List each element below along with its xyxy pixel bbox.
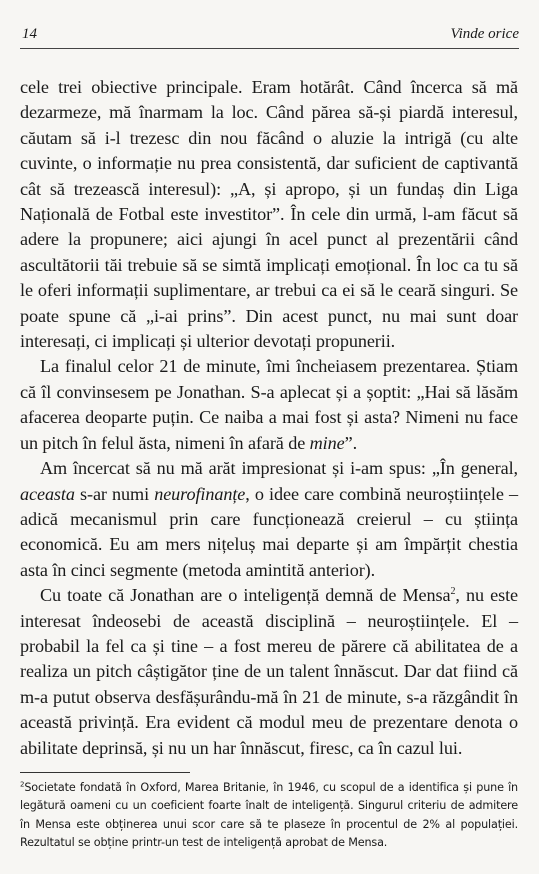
running-title: Vinde orice: [450, 26, 519, 42]
italic-neurofinante: neurofinanțe: [154, 483, 246, 504]
italic-aceasta: aceasta: [20, 483, 75, 504]
paragraph-2-text: La finalul celor 21 de minute, îmi încheiasem prezentarea. Știam că îl convinsesem pe Jonathan. S-a aplecat și a șoptit: „Hai să lăsăm afacerea deoparte puțin. Ce naiba a mai fost și asta? Nimeni nu face un pitch în felul ăsta, nimeni în afară de: [20, 356, 518, 453]
footnote-divider: [20, 772, 190, 773]
body-text: [20, 75, 518, 761]
paragraph-3: [20, 456, 518, 583]
paragraph-2-end: ”.: [344, 432, 358, 453]
page-number: 14: [22, 26, 37, 42]
page-header: [20, 22, 519, 49]
footnote-reference[interactable]: 2: [450, 586, 456, 598]
paragraph-1: [20, 75, 518, 354]
footnote-text: Societate fondată în Oxford, Marea Britanie, în 1946, cu scopul de a identifica și pune în legătură oameni cu un coeficient foarte înalt de inteligență. Singurul criteriu de admitere în Mensa este obținerea unui scor care să te plaseze în procentul de 2% al populației. Rezultatul se obține printr-un test de inteligență aprobat de Mensa.: [20, 781, 518, 849]
paragraph-3-middle: s-ar numi: [74, 483, 155, 504]
paragraph-3-end: , o idee care combină neuroștiințele – adică mecanismul prin care funcționează creierul – cu știința economică. Eu am mers nițeluș mai departe și am împărțit chestia asta în cinci segmente (metoda amintită anterior).: [20, 483, 518, 580]
paragraph-3-start: Am încercat să nu mă arăt impresionat și i-am spus: „În general,: [40, 458, 518, 479]
footnote: [20, 779, 518, 852]
paragraph-4: [20, 583, 518, 761]
paragraph-4-end: , nu este interesat îndeosebi de această disciplină – neuroștiințele. El – probabil la fel ca și tine – a fost mereu de părere că abilitatea de a realiza un pitch câștigător ține de un talent înnăscut. Dar dat fiind că m-a putut observa desfășurându-mă în 21 de minute, s-a răzgândit în această privință. Era evident că modul meu de prezentare denota o abilitate deprinsă, și nu un har înnăscut, firesc, ca în cazul lui.: [20, 585, 518, 758]
italic-mine: mine: [309, 432, 345, 453]
paragraph-1-text: cele trei obiective principale. Eram hotărât. Când încerca să mă dezarmeze, mă înarmam la loc. Când părea să-și piardă interesul, căutam să i-l trezesc din nou făcând o aluzie la intrigă (cu alte cuvinte, o informație nu prea consistentă, dar suficient de captivantă cât să trezească interesul): „A, și apropo, și un fundaș din Liga Națională de Fotbal este investitor”. În cele din urmă, l-am făcut să adere la propunere; aici ajungi în acel punct al prezentării când ascultătorii tăi trebuie să se simtă implicați emoțional. În loc ca tu să le oferi informații suplimentare, ar trebui ca ei să le ceară singuri. Se poate spune că „i-ai prins”. Din acest punct, nu mai sunt doar interesați, ci implicați și ulterior devotați propunerii.: [20, 77, 518, 352]
paragraph-2: [20, 354, 518, 456]
footnote-marker: 2: [20, 780, 25, 789]
paragraph-4-start: Cu toate că Jonathan are o inteligență demnă de Mensa: [40, 585, 451, 606]
